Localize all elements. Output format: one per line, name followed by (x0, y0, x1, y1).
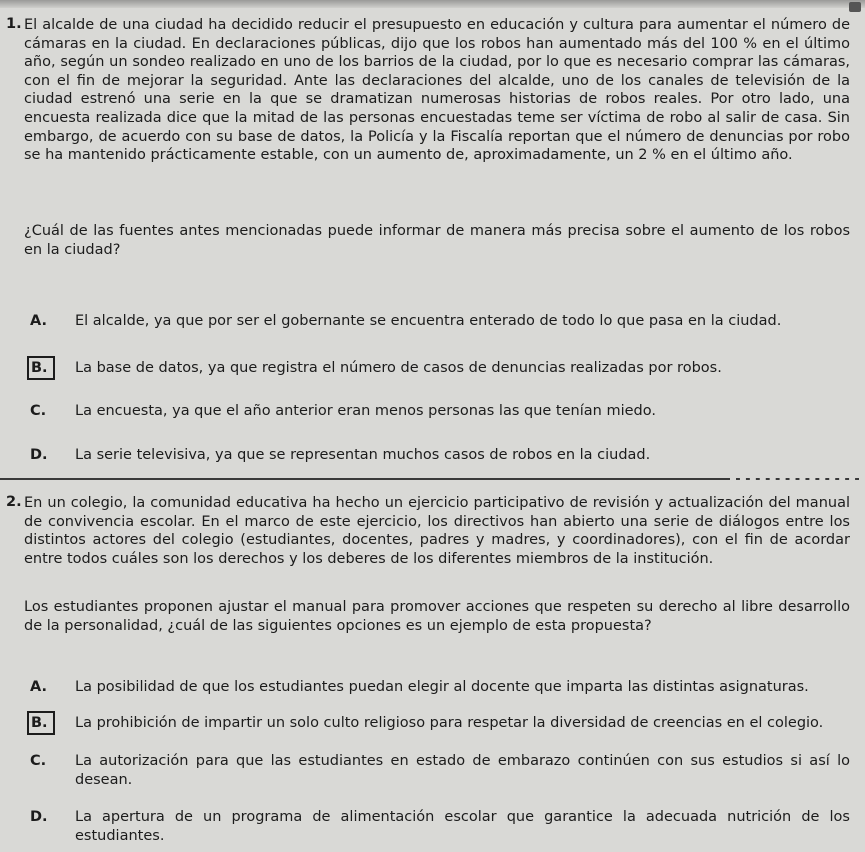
option-text: La autorización para que las estudiantes en estado de embarazo continúen con sus estudios si así lo desean. (75, 753, 850, 788)
option-text: La serie televisiva, ya que se representan muchos casos de robos en la ciudad. (75, 447, 651, 463)
option-text: La encuesta, ya que el año anterior eran menos personas las que tenían miedo. (75, 403, 656, 419)
question-number: 2. (6, 494, 22, 510)
question-stem: El alcalde de una ciudad ha decidido reducir el presupuesto en educación y cultura para aumentar el número de cámaras en la ciudad. En declaraciones públicas, dijo que los robos han aumentado más del 100 % en el último año, según un sondeo realizado en uno de los barrios de la ciudad, por lo que es necesario comprar las cámaras, con el fin de mejorar la seguridad. Ante las declaraciones del alcalde, uno de los canales de televisión de la ciudad estrenó una serie en la que se dramatizan numerosas historias de robos reales. Por otro lado, una encuesta realizada dice que la mitad de las personas encuestadas teme ser víctima de robo al salir de casa. Sin embargo, de acuerdo con su base de datos, la Policía y la Fiscalía reportan que el número de denuncias por robo se ha mantenido prácticamente estable, con un aumento de, aproximadamente, un 2 % en el último año. (24, 17, 850, 164)
option-letter-selected: B. (30, 359, 52, 377)
separator-dashed-segment (730, 478, 865, 480)
option-letter: D. (30, 447, 48, 463)
option-text: La posibilidad de que los estudiantes puedan elegir al docente que imparta las distintas asignaturas. (75, 679, 809, 695)
option-letter: A. (30, 679, 47, 695)
top-edge-strip (0, 0, 865, 8)
option-letter: A. (30, 313, 47, 329)
option-letter-selected: B. (30, 714, 52, 732)
option-letter: D. (30, 809, 48, 825)
question-prompt: Los estudiantes proponen ajustar el manual para promover acciones que respeten su derecho al libre desarrollo de la personalidad, ¿cuál de las siguientes opciones es un ejemplo de esta propuesta? (24, 599, 850, 634)
question-number: 1. (6, 16, 22, 32)
option-text: La prohibición de impartir un solo culto religioso para respetar la diversidad de creencias en el colegio. (75, 715, 824, 731)
option-text: El alcalde, ya que por ser el gobernante se encuentra enterado de todo lo que pasa en la ciudad. (75, 313, 782, 329)
question-stem: En un colegio, la comunidad educativa ha hecho un ejercicio participativo de revisión y actualización del manual de convivencia escolar. En el marco de este ejercicio, los directivos han abierto una serie de diálogos entre los distintos actores del colegio (estudiantes, docentes, padres y madres, y coordinadores), con el fin de acordar entre todos cuáles son los derechos y los deberes de los diferentes miembros de la institución. (24, 495, 850, 567)
option-letter: C. (30, 403, 47, 419)
question-prompt: ¿Cuál de las fuentes antes mencionadas puede informar de manera más precisa sobre el aumento de los robos en la ciudad? (24, 223, 850, 258)
option-letter: C. (30, 753, 47, 769)
option-text: La base de datos, ya que registra el número de casos de denuncias realizadas por robos. (75, 360, 722, 376)
corner-tag-icon (849, 2, 861, 12)
option-text: La apertura de un programa de alimentación escolar que garantice la adecuada nutrición de los estudiantes. (75, 809, 850, 844)
